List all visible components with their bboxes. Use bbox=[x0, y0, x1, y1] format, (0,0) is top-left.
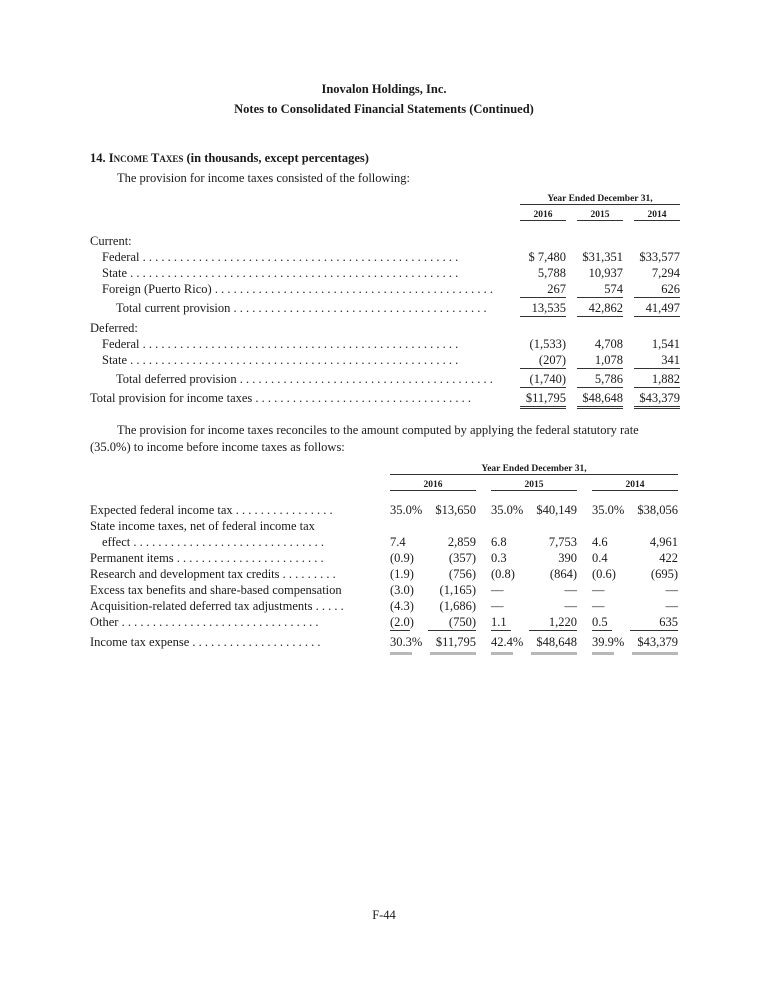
group-label: Deferred: bbox=[90, 321, 138, 335]
provision-table bbox=[90, 194, 680, 406]
cell-amount: (756) bbox=[448, 567, 476, 581]
cell-amount: 422 bbox=[659, 551, 678, 565]
cell-amount: 1,220 bbox=[529, 614, 577, 631]
section-number: 14. bbox=[90, 151, 106, 165]
section-title-suffix: (in thousands, except percentages) bbox=[186, 151, 369, 165]
row-label: Foreign (Puerto Rico) . . . . . . . . . . . . . . . . . . . . . . . . . . . . . . . . . . . . . . . . . . . . . bbox=[102, 282, 493, 296]
cell: 5,788 bbox=[537, 266, 566, 280]
cell-amount: — bbox=[665, 583, 678, 597]
intro-paragraph-1: The provision for income taxes consisted of the following: bbox=[117, 171, 410, 185]
cell-amount: 7,753 bbox=[548, 535, 577, 549]
total-underline bbox=[632, 652, 678, 655]
cell-amount: — bbox=[564, 583, 577, 597]
period-header: Year Ended December 31, bbox=[390, 464, 678, 475]
row-label: Acquisition-related deferred tax adjustments . . . . . bbox=[90, 599, 344, 613]
year-2016: 2016 bbox=[390, 480, 476, 491]
cell: 13,535 bbox=[520, 300, 566, 317]
table-row bbox=[90, 336, 680, 352]
table-row-total bbox=[90, 371, 680, 387]
table-row-grand-total bbox=[90, 390, 680, 406]
cell-amount: (695) bbox=[650, 567, 678, 581]
cell: $31,351 bbox=[582, 250, 623, 264]
cell-amount: $11,795 bbox=[435, 635, 476, 649]
table-row bbox=[90, 281, 680, 297]
cell-percent: (1.9) bbox=[390, 567, 414, 581]
deferred-heading bbox=[90, 320, 680, 336]
cell-amount: 635 bbox=[630, 614, 678, 631]
year-2016: 2016 bbox=[520, 210, 566, 221]
row-label: State . . . . . . . . . . . . . . . . . . . . . . . . . . . . . . . . . . . . . . . . . . . . . . . . . . . . . bbox=[102, 266, 459, 280]
total-underline bbox=[430, 652, 476, 655]
cell-percent: — bbox=[491, 583, 504, 597]
cell-percent: 30.3% bbox=[390, 635, 423, 649]
row-label: Total current provision . . . . . . . . . . . . . . . . . . . . . . . . . . . . . . . . . . . . . . . . . bbox=[116, 301, 487, 315]
total-underline bbox=[531, 652, 577, 655]
cell: 1,541 bbox=[651, 337, 680, 351]
table-row-total bbox=[90, 634, 684, 650]
cell-percent: (0.8) bbox=[491, 567, 515, 581]
cell-amount: $43,379 bbox=[637, 635, 678, 649]
group-label: Current: bbox=[90, 234, 132, 248]
cell-percent: (4.3) bbox=[390, 599, 414, 613]
row-label: State income taxes, net of federal income tax bbox=[90, 519, 315, 533]
table-header-period-row bbox=[90, 464, 684, 478]
cell: 4,708 bbox=[594, 337, 623, 351]
cell-amount: $13,650 bbox=[435, 503, 476, 517]
table-header-period-row bbox=[90, 194, 680, 208]
section-title: Income Taxes bbox=[108, 151, 184, 165]
cell: (1,533) bbox=[529, 337, 566, 351]
intro-paragraph-2: The provision for income taxes reconciles to the amount computed by applying the federal statutory rate (35.0%) to income before income taxes as follows: bbox=[90, 423, 639, 454]
row-label: Excess tax benefits and share-based compensation bbox=[90, 583, 342, 597]
cell-amount: $40,149 bbox=[536, 503, 577, 517]
page-subtitle: Notes to Consolidated Financial Statements (Continued) bbox=[234, 102, 534, 116]
table-row bbox=[90, 502, 684, 518]
cell-amount: 390 bbox=[558, 551, 577, 565]
cell-amount: 4,961 bbox=[649, 535, 678, 549]
row-label: effect . . . . . . . . . . . . . . . . . . . . . . . . . . . . . . . bbox=[102, 535, 324, 549]
table-row bbox=[90, 534, 684, 550]
cell: 42,862 bbox=[577, 300, 623, 317]
year-2015: 2015 bbox=[491, 480, 577, 491]
cell-amount: (1,686) bbox=[439, 599, 476, 613]
row-label: State . . . . . . . . . . . . . . . . . . . . . . . . . . . . . . . . . . . . . . . . . . . . . . . . . . . . . bbox=[102, 353, 459, 367]
period-header: Year Ended December 31, bbox=[520, 194, 680, 205]
cell-percent: 7.4 bbox=[390, 535, 406, 549]
cell: 7,294 bbox=[651, 266, 680, 280]
cell: (207) bbox=[520, 352, 566, 369]
row-label: Total provision for income taxes . . . . . . . . . . . . . . . . . . . . . . . . . . . . . . . . . . . bbox=[90, 391, 472, 405]
table-header-years-row bbox=[90, 210, 680, 224]
row-label: Income tax expense . . . . . . . . . . . . . . . . . . . . . bbox=[90, 635, 321, 649]
cell-percent: — bbox=[491, 599, 504, 613]
row-label: Expected federal income tax . . . . . . . . . . . . . . . . bbox=[90, 503, 333, 517]
cell: 1,882 bbox=[634, 371, 680, 388]
cell-amount: — bbox=[564, 599, 577, 613]
table-header-years-row bbox=[90, 480, 684, 494]
cell: 1,078 bbox=[577, 352, 623, 369]
cell: 574 bbox=[577, 281, 623, 298]
year-2015: 2015 bbox=[577, 210, 623, 221]
cell-percent: — bbox=[592, 583, 605, 597]
cell-percent: 0.3 bbox=[491, 551, 507, 565]
cell-percent: 39.9% bbox=[592, 635, 625, 649]
current-heading bbox=[90, 233, 680, 249]
cell: $48,648 bbox=[577, 390, 623, 409]
table-row bbox=[90, 550, 684, 566]
cell-percent: (0.6) bbox=[592, 567, 616, 581]
cell: 341 bbox=[634, 352, 680, 369]
company-name: Inovalon Holdings, Inc. bbox=[321, 82, 447, 96]
table-row bbox=[90, 352, 680, 368]
cell-amount: (357) bbox=[448, 551, 476, 565]
cell-percent: 1.1 bbox=[491, 614, 511, 631]
cell-amount: (1,165) bbox=[439, 583, 476, 597]
total-underline bbox=[592, 652, 614, 655]
cell-amount: (864) bbox=[549, 567, 577, 581]
row-label: Other . . . . . . . . . . . . . . . . . . . . . . . . . . . . . . . . bbox=[90, 615, 319, 629]
table-row bbox=[90, 249, 680, 265]
row-label: Permanent items . . . . . . . . . . . . . . . . . . . . . . . . bbox=[90, 551, 324, 565]
cell-percent: 0.4 bbox=[592, 551, 608, 565]
cell: 41,497 bbox=[634, 300, 680, 317]
cell: $ 7,480 bbox=[528, 250, 566, 264]
cell-amount: (750) bbox=[428, 614, 476, 631]
total-underline bbox=[390, 652, 412, 655]
cell-percent: — bbox=[592, 599, 605, 613]
cell: $11,795 bbox=[520, 390, 566, 409]
cell: 5,786 bbox=[577, 371, 623, 388]
table-row bbox=[90, 614, 684, 630]
row-label: Research and development tax credits . . . . . . . . . bbox=[90, 567, 336, 581]
cell-percent: 35.0% bbox=[491, 503, 524, 517]
cell-percent: 35.0% bbox=[592, 503, 625, 517]
cell-amount: 2,859 bbox=[447, 535, 476, 549]
table-row bbox=[90, 566, 684, 582]
table-row bbox=[90, 582, 684, 598]
row-label: Federal . . . . . . . . . . . . . . . . . . . . . . . . . . . . . . . . . . . . . . . . . . . . . . . . . . . bbox=[102, 337, 459, 351]
cell: $43,379 bbox=[634, 390, 680, 409]
cell-amount: $38,056 bbox=[637, 503, 678, 517]
cell: 10,937 bbox=[588, 266, 623, 280]
year-2014: 2014 bbox=[592, 480, 678, 491]
table-row bbox=[90, 598, 684, 614]
cell-amount: $48,648 bbox=[536, 635, 577, 649]
row-label: Federal . . . . . . . . . . . . . . . . . . . . . . . . . . . . . . . . . . . . . . . . . . . . . . . . . . . bbox=[102, 250, 459, 264]
total-underline bbox=[491, 652, 513, 655]
cell-amount: — bbox=[665, 599, 678, 613]
cell-percent: 6.8 bbox=[491, 535, 507, 549]
cell-percent: 42.4% bbox=[491, 635, 524, 649]
cell-percent: 0.5 bbox=[592, 614, 612, 631]
cell: $33,577 bbox=[639, 250, 680, 264]
table-row bbox=[90, 265, 680, 281]
section-heading bbox=[90, 151, 369, 166]
table-row bbox=[90, 518, 684, 534]
row-label: Total deferred provision . . . . . . . . . . . . . . . . . . . . . . . . . . . . . . . . . . . . . . . . . bbox=[116, 372, 493, 386]
reconciliation-table bbox=[90, 464, 684, 650]
cell-percent: 35.0% bbox=[390, 503, 423, 517]
cell-percent: 4.6 bbox=[592, 535, 608, 549]
cell-percent: (0.9) bbox=[390, 551, 414, 565]
cell: 626 bbox=[634, 281, 680, 298]
reconciliation-body bbox=[90, 502, 684, 650]
year-2014: 2014 bbox=[634, 210, 680, 221]
table-row-total bbox=[90, 300, 680, 316]
cell-percent: (2.0) bbox=[390, 615, 414, 629]
page-number: F-44 bbox=[372, 908, 396, 922]
cell: 267 bbox=[520, 281, 566, 298]
cell-percent: (3.0) bbox=[390, 583, 414, 597]
cell: (1,740) bbox=[520, 371, 566, 388]
